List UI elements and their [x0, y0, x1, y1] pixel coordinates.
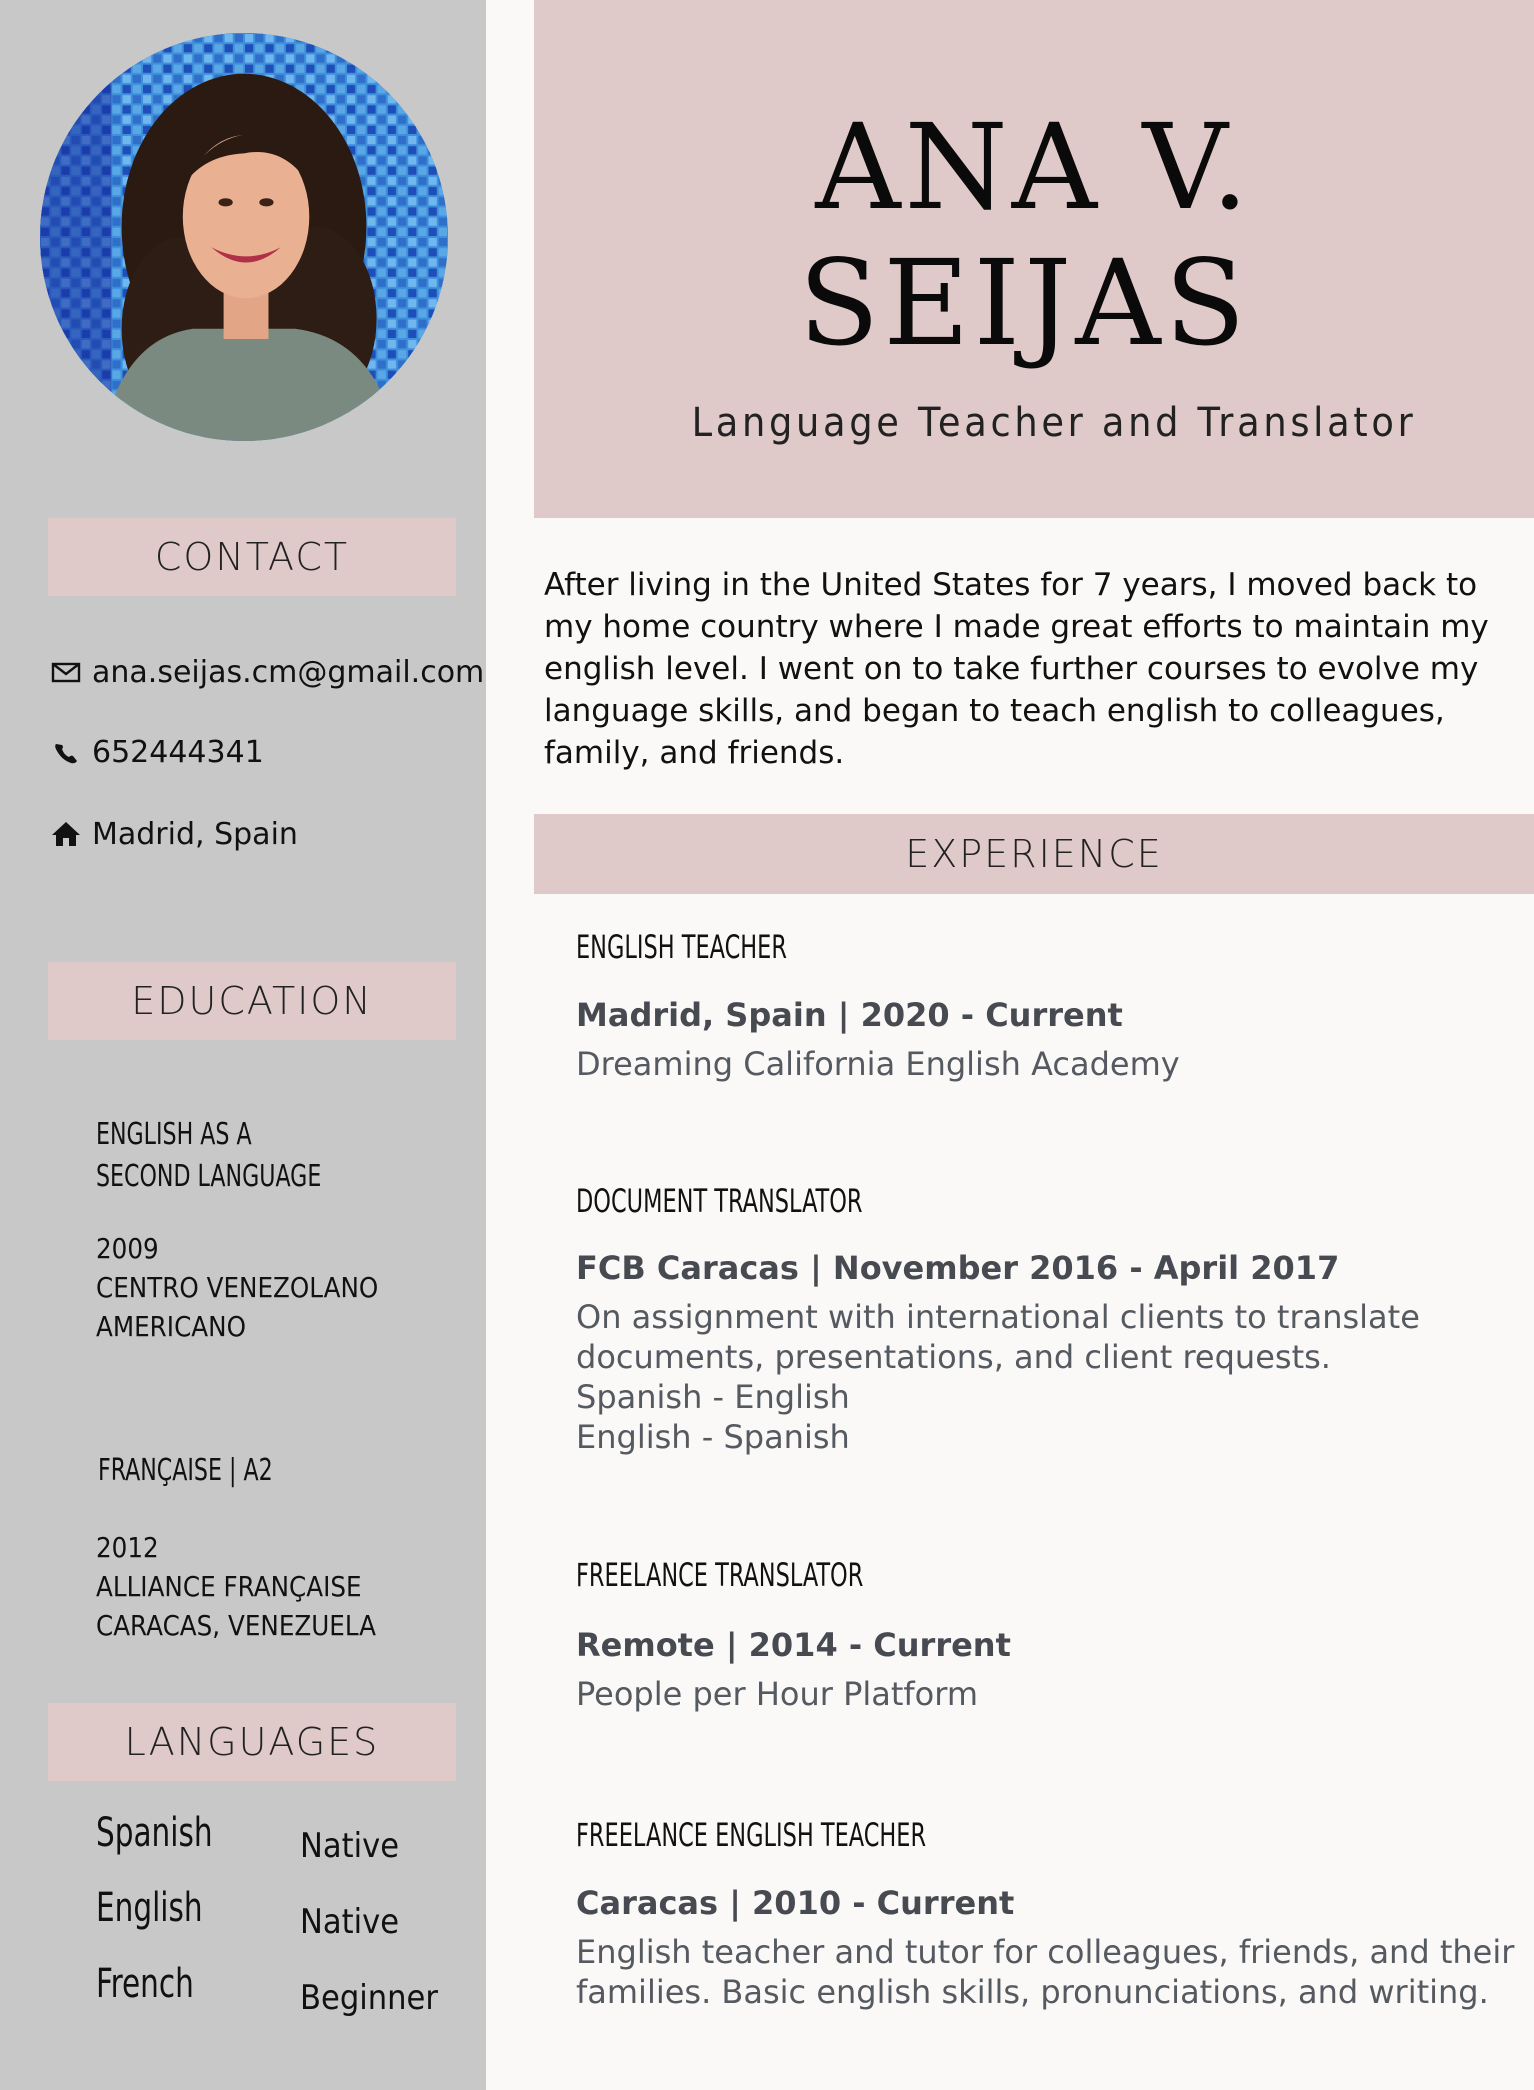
job-description: On assignment with international clients to translate	[576, 1298, 1420, 1336]
education-2-institution: ALLIANCE FRANÇAISE	[96, 1570, 362, 1603]
experience-heading: EXPERIENCE	[534, 814, 1534, 894]
contact-heading: CONTACT	[48, 518, 456, 596]
job-title: DOCUMENT TRANSLATOR	[576, 1182, 863, 1220]
education-1-year: 2009	[96, 1232, 159, 1265]
job-meta: Remote | 2014 - Current	[576, 1626, 1011, 1664]
job-meta: Caracas | 2010 - Current	[576, 1884, 1015, 1922]
name-line2: SEIJAS	[798, 234, 1250, 372]
language-name: Spanish	[96, 1810, 213, 1856]
job-description: Spanish - English	[576, 1378, 850, 1416]
sidebar	[0, 0, 486, 2090]
email-text: ana.seijas.cm@gmail.com	[92, 654, 485, 690]
job-meta: FCB Caracas | November 2016 - April 2017	[576, 1249, 1340, 1287]
language-level: Beginner	[300, 1978, 438, 2018]
profile-photo	[40, 33, 448, 441]
contact-phone[interactable]	[48, 734, 264, 770]
education-heading: EDUCATION	[48, 962, 456, 1040]
contact-email[interactable]	[48, 654, 484, 690]
education-2-title: FRANÇAISE | A2	[98, 1453, 273, 1488]
header-banner	[534, 0, 1534, 518]
portrait-illustration	[40, 33, 448, 441]
phone-text: 652444341	[92, 734, 264, 770]
location-text: Madrid, Spain	[92, 816, 298, 852]
job-description: English - Spanish	[576, 1418, 850, 1456]
language-level: Native	[300, 1902, 400, 1942]
education-1-institution-cont: AMERICANO	[96, 1310, 246, 1343]
job-meta: Madrid, Spain | 2020 - Current	[576, 996, 1123, 1034]
language-name: French	[96, 1961, 194, 2007]
education-1-title-line2: SECOND LANGUAGE	[96, 1159, 322, 1194]
envelope-icon	[48, 654, 84, 690]
languages-heading: LANGUAGES	[48, 1703, 456, 1781]
contact-location	[48, 816, 298, 852]
education-2-year: 2012	[96, 1531, 159, 1564]
job-title: FREELANCE TRANSLATOR	[576, 1556, 864, 1594]
job-description: English teacher and tutor for colleagues, friends, and their	[576, 1933, 1515, 1971]
language-name: English	[96, 1885, 203, 1931]
language-level: Native	[300, 1826, 400, 1866]
job-title: ENGLISH TEACHER	[576, 928, 787, 966]
education-2-location: CARACAS, VENEZUELA	[96, 1609, 377, 1642]
job-description: People per Hour Platform	[576, 1675, 979, 1713]
phone-icon	[48, 734, 84, 770]
job-title: FREELANCE ENGLISH TEACHER	[576, 1816, 927, 1854]
job-description: documents, presentations, and client requests.	[576, 1338, 1331, 1376]
education-1-title-line1: ENGLISH AS A	[96, 1117, 252, 1152]
profile-summary: After living in the United States for 7 years, I moved back to my home country where I made great efforts to maintain my english level. I went on to take further courses to evolve my language skills, and began to teach english to colleagues, family, and friends.	[544, 567, 1489, 771]
job-description: Dreaming California English Academy	[576, 1045, 1180, 1083]
home-icon	[48, 816, 84, 852]
name-line1: ANA V.	[815, 98, 1253, 236]
job-subtitle: Language Teacher and Translator	[691, 400, 1417, 446]
job-description: families. Basic english skills, pronunciations, and writing.	[576, 1973, 1489, 2011]
education-1-institution: CENTRO VENEZOLANO	[96, 1271, 379, 1304]
